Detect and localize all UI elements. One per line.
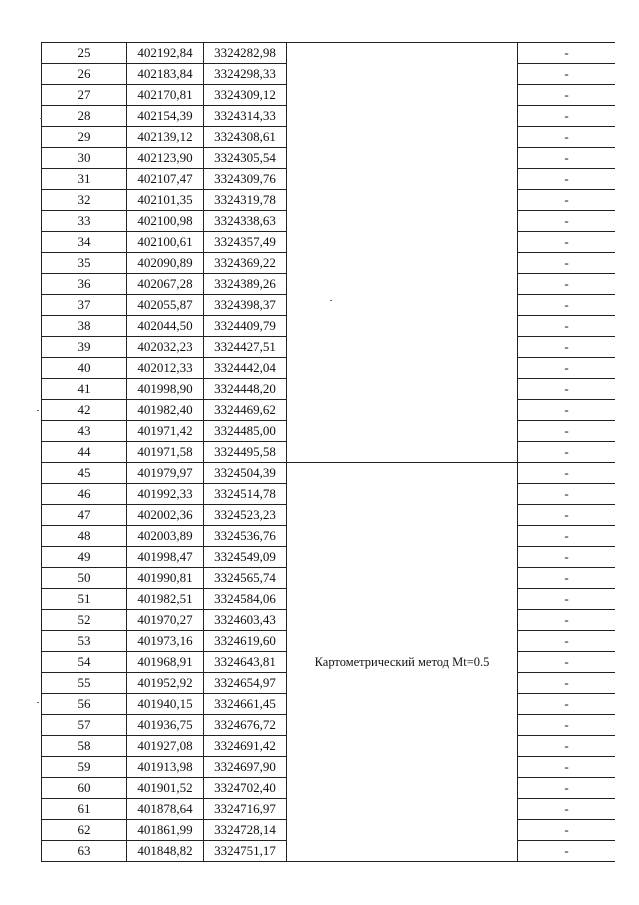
point-number-cell: 56	[42, 694, 127, 715]
y-coordinate-cell: 3324357,49	[204, 232, 287, 253]
y-coordinate-cell: 3324565,74	[204, 568, 287, 589]
accuracy-cell: -	[518, 232, 616, 253]
method-cell: Картометрический метод Mt=0.5	[287, 463, 518, 862]
y-coordinate-cell: 3324619,60	[204, 631, 287, 652]
x-coordinate-cell: 401998,90	[127, 379, 204, 400]
coordinates-table	[41, 42, 615, 862]
point-number-cell: 36	[42, 274, 127, 295]
point-number-cell: 44	[42, 442, 127, 463]
y-coordinate-cell: 3324728,14	[204, 820, 287, 841]
point-number-cell: 33	[42, 211, 127, 232]
x-coordinate-cell: 401913,98	[127, 757, 204, 778]
y-coordinate-cell: 3324485,00	[204, 421, 287, 442]
x-coordinate-cell: 401998,47	[127, 547, 204, 568]
point-number-cell: 54	[42, 652, 127, 673]
accuracy-cell: -	[518, 421, 616, 442]
point-number-cell: 29	[42, 127, 127, 148]
y-coordinate-cell: 3324514,78	[204, 484, 287, 505]
y-coordinate-cell: 3324309,12	[204, 85, 287, 106]
point-number-cell: 62	[42, 820, 127, 841]
point-number-cell: 60	[42, 778, 127, 799]
x-coordinate-cell: 402100,61	[127, 232, 204, 253]
point-number-cell: 32	[42, 190, 127, 211]
y-coordinate-cell: 3324298,33	[204, 64, 287, 85]
point-number-cell: 52	[42, 610, 127, 631]
x-coordinate-cell: 402032,23	[127, 337, 204, 358]
x-coordinate-cell: 402090,89	[127, 253, 204, 274]
point-number-cell: 48	[42, 526, 127, 547]
accuracy-cell: -	[518, 736, 616, 757]
x-coordinate-cell: 402123,90	[127, 148, 204, 169]
point-number-cell: 40	[42, 358, 127, 379]
accuracy-cell: -	[518, 337, 616, 358]
accuracy-cell: -	[518, 127, 616, 148]
x-coordinate-cell: 401848,82	[127, 841, 204, 862]
y-coordinate-cell: 3324308,61	[204, 127, 287, 148]
x-coordinate-cell: 401982,51	[127, 589, 204, 610]
scan-speck	[37, 410, 39, 411]
point-number-cell: 43	[42, 421, 127, 442]
accuracy-cell: -	[518, 148, 616, 169]
y-coordinate-cell: 3324676,72	[204, 715, 287, 736]
y-coordinate-cell: 3324398,37	[204, 295, 287, 316]
accuracy-cell: -	[518, 463, 616, 484]
accuracy-cell: -	[518, 169, 616, 190]
y-coordinate-cell: 3324584,06	[204, 589, 287, 610]
x-coordinate-cell: 401901,52	[127, 778, 204, 799]
accuracy-cell: -	[518, 400, 616, 421]
x-coordinate-cell: 401927,08	[127, 736, 204, 757]
method-cell-empty	[287, 43, 518, 463]
scan-speck	[37, 702, 39, 703]
accuracy-cell: -	[518, 841, 616, 862]
y-coordinate-cell: 3324427,51	[204, 337, 287, 358]
point-number-cell: 45	[42, 463, 127, 484]
point-number-cell: 34	[42, 232, 127, 253]
y-coordinate-cell: 3324536,76	[204, 526, 287, 547]
y-coordinate-cell: 3324495,58	[204, 442, 287, 463]
point-number-cell: 55	[42, 673, 127, 694]
x-coordinate-cell: 401936,75	[127, 715, 204, 736]
accuracy-cell: -	[518, 652, 616, 673]
y-coordinate-cell: 3324409,79	[204, 316, 287, 337]
accuracy-cell: -	[518, 820, 616, 841]
accuracy-cell: -	[518, 610, 616, 631]
point-number-cell: 42	[42, 400, 127, 421]
y-coordinate-cell: 3324661,45	[204, 694, 287, 715]
x-coordinate-cell: 402100,98	[127, 211, 204, 232]
y-coordinate-cell: 3324314,33	[204, 106, 287, 127]
y-coordinate-cell: 3324549,09	[204, 547, 287, 568]
x-coordinate-cell: 401940,15	[127, 694, 204, 715]
point-number-cell: 50	[42, 568, 127, 589]
scan-speck	[40, 118, 42, 119]
y-coordinate-cell: 3324751,17	[204, 841, 287, 862]
point-number-cell: 25	[42, 43, 127, 64]
y-coordinate-cell: 3324603,43	[204, 610, 287, 631]
y-coordinate-cell: 3324305,54	[204, 148, 287, 169]
x-coordinate-cell: 402183,84	[127, 64, 204, 85]
x-coordinate-cell: 402002,36	[127, 505, 204, 526]
x-coordinate-cell: 401861,99	[127, 820, 204, 841]
accuracy-cell: -	[518, 316, 616, 337]
x-coordinate-cell: 402107,47	[127, 169, 204, 190]
x-coordinate-cell: 402067,28	[127, 274, 204, 295]
x-coordinate-cell: 402055,87	[127, 295, 204, 316]
accuracy-cell: -	[518, 631, 616, 652]
accuracy-cell: -	[518, 694, 616, 715]
x-coordinate-cell: 402044,50	[127, 316, 204, 337]
x-coordinate-cell: 401992,33	[127, 484, 204, 505]
x-coordinate-cell: 401982,40	[127, 400, 204, 421]
y-coordinate-cell: 3324469,62	[204, 400, 287, 421]
accuracy-cell: -	[518, 295, 616, 316]
y-coordinate-cell: 3324654,97	[204, 673, 287, 694]
x-coordinate-cell: 401979,97	[127, 463, 204, 484]
table-row	[42, 43, 616, 64]
y-coordinate-cell: 3324389,26	[204, 274, 287, 295]
y-coordinate-cell: 3324448,20	[204, 379, 287, 400]
table-row	[42, 463, 616, 484]
scan-speck	[330, 300, 332, 301]
y-coordinate-cell: 3324309,76	[204, 169, 287, 190]
y-coordinate-cell: 3324702,40	[204, 778, 287, 799]
x-coordinate-cell: 401973,16	[127, 631, 204, 652]
accuracy-cell: -	[518, 190, 616, 211]
point-number-cell: 46	[42, 484, 127, 505]
x-coordinate-cell: 401968,91	[127, 652, 204, 673]
point-number-cell: 63	[42, 841, 127, 862]
point-number-cell: 58	[42, 736, 127, 757]
point-number-cell: 35	[42, 253, 127, 274]
x-coordinate-cell: 402101,35	[127, 190, 204, 211]
y-coordinate-cell: 3324716,97	[204, 799, 287, 820]
point-number-cell: 41	[42, 379, 127, 400]
point-number-cell: 57	[42, 715, 127, 736]
point-number-cell: 38	[42, 316, 127, 337]
accuracy-cell: -	[518, 526, 616, 547]
accuracy-cell: -	[518, 673, 616, 694]
x-coordinate-cell: 401878,64	[127, 799, 204, 820]
y-coordinate-cell: 3324338,63	[204, 211, 287, 232]
x-coordinate-cell: 402139,12	[127, 127, 204, 148]
x-coordinate-cell: 401970,27	[127, 610, 204, 631]
x-coordinate-cell: 401971,42	[127, 421, 204, 442]
x-coordinate-cell: 401990,81	[127, 568, 204, 589]
accuracy-cell: -	[518, 568, 616, 589]
accuracy-cell: -	[518, 64, 616, 85]
x-coordinate-cell: 402170,81	[127, 85, 204, 106]
accuracy-cell: -	[518, 778, 616, 799]
accuracy-cell: -	[518, 85, 616, 106]
accuracy-cell: -	[518, 589, 616, 610]
y-coordinate-cell: 3324369,22	[204, 253, 287, 274]
y-coordinate-cell: 3324319,78	[204, 190, 287, 211]
accuracy-cell: -	[518, 379, 616, 400]
point-number-cell: 49	[42, 547, 127, 568]
x-coordinate-cell: 401971,58	[127, 442, 204, 463]
point-number-cell: 31	[42, 169, 127, 190]
accuracy-cell: -	[518, 799, 616, 820]
point-number-cell: 30	[42, 148, 127, 169]
accuracy-cell: -	[518, 358, 616, 379]
point-number-cell: 28	[42, 106, 127, 127]
y-coordinate-cell: 3324282,98	[204, 43, 287, 64]
accuracy-cell: -	[518, 253, 616, 274]
x-coordinate-cell: 401952,92	[127, 673, 204, 694]
point-number-cell: 53	[42, 631, 127, 652]
x-coordinate-cell: 402012,33	[127, 358, 204, 379]
y-coordinate-cell: 3324504,39	[204, 463, 287, 484]
accuracy-cell: -	[518, 106, 616, 127]
y-coordinate-cell: 3324697,90	[204, 757, 287, 778]
x-coordinate-cell: 402192,84	[127, 43, 204, 64]
point-number-cell: 61	[42, 799, 127, 820]
accuracy-cell: -	[518, 274, 616, 295]
x-coordinate-cell: 402003,89	[127, 526, 204, 547]
point-number-cell: 51	[42, 589, 127, 610]
point-number-cell: 37	[42, 295, 127, 316]
accuracy-cell: -	[518, 505, 616, 526]
accuracy-cell: -	[518, 715, 616, 736]
point-number-cell: 59	[42, 757, 127, 778]
coordinates-table-body	[42, 43, 616, 862]
accuracy-cell: -	[518, 43, 616, 64]
point-number-cell: 39	[42, 337, 127, 358]
y-coordinate-cell: 3324643,81	[204, 652, 287, 673]
point-number-cell: 47	[42, 505, 127, 526]
accuracy-cell: -	[518, 484, 616, 505]
accuracy-cell: -	[518, 442, 616, 463]
y-coordinate-cell: 3324691,42	[204, 736, 287, 757]
accuracy-cell: -	[518, 547, 616, 568]
point-number-cell: 27	[42, 85, 127, 106]
point-number-cell: 26	[42, 64, 127, 85]
y-coordinate-cell: 3324442,04	[204, 358, 287, 379]
accuracy-cell: -	[518, 757, 616, 778]
y-coordinate-cell: 3324523,23	[204, 505, 287, 526]
x-coordinate-cell: 402154,39	[127, 106, 204, 127]
accuracy-cell: -	[518, 211, 616, 232]
